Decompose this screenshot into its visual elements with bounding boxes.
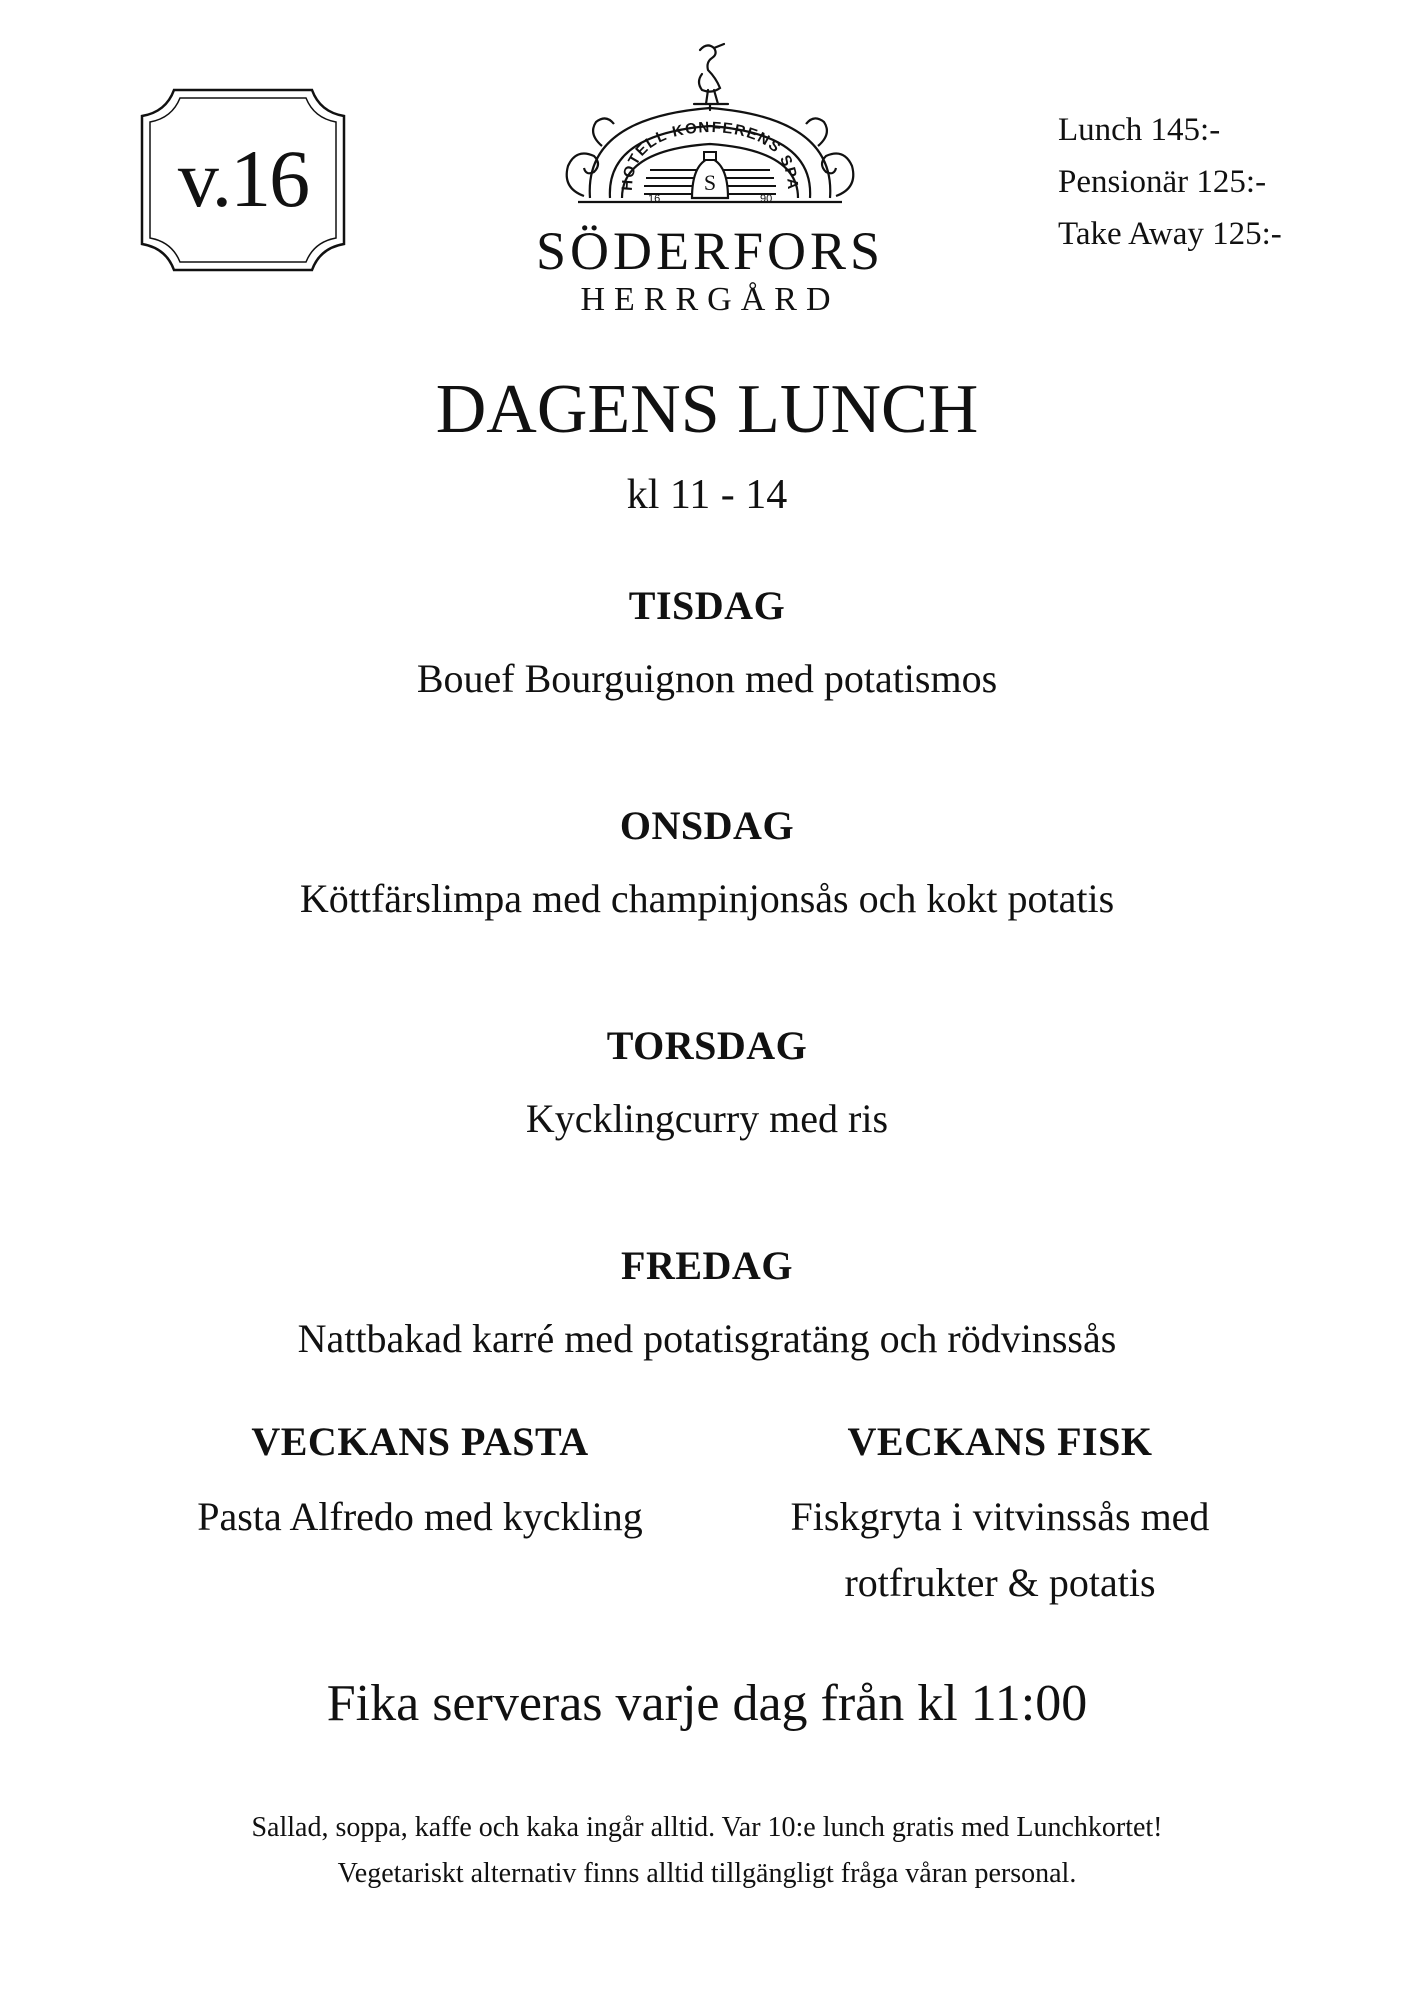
lunch-hours: kl 11 - 14: [626, 472, 788, 518]
hotel-logo: [532, 38, 888, 330]
logo-year-right: 90: [760, 193, 773, 205]
week-badge: [134, 82, 352, 278]
price-list: [1058, 104, 1388, 260]
weekly-fish-label: VECKANS FISK: [847, 1419, 1153, 1464]
logo-year-left: 16: [648, 193, 661, 205]
logo-subtitle: HERRGÅRD: [580, 281, 840, 318]
bell-icon: [692, 152, 728, 198]
crane-bird-icon: [694, 44, 728, 110]
dish-wednesday: Köttfärslimpa med champinjonsås och kokt potatis: [299, 876, 1115, 921]
logo-arc-text: HOTELL KONFERENS SPA: [618, 118, 802, 192]
weekly-fish-dish-line1: Fiskgryta i vitvinssås med: [790, 1494, 1210, 1539]
weekly-fish: [700, 1418, 1300, 1616]
bell-letter: S: [703, 170, 717, 195]
footer-line-2: Vegetariskt alternativ finns alltid tillgängligt fråga våran personal.: [337, 1858, 1077, 1889]
price-pensioner: Pensionär 125:-: [1058, 164, 1267, 200]
logo-emblem-icon: [532, 38, 888, 228]
dish-friday: Nattbakad karré med potatisgratäng och rödvinssås: [297, 1316, 1117, 1361]
week-number: v.16: [177, 133, 309, 224]
weekly-pasta-label: VECKANS PASTA: [251, 1419, 589, 1464]
day-heading-thursday: TORSDAG: [606, 1023, 808, 1068]
footer-line-1: Sallad, soppa, kaffe och kaka ingår alltid. Var 10:e lunch gratis med Lunchkortet!: [251, 1812, 1163, 1843]
logo-name: SÖDERFORS: [535, 221, 885, 281]
price-lunch: Lunch 145:-: [1058, 112, 1221, 148]
weekly-pasta: [120, 1418, 720, 1550]
day-heading-tuesday: TISDAG: [628, 583, 786, 628]
fika-notice: Fika serveras varje dag från kl 11:00: [326, 1675, 1088, 1732]
page-title: DAGENS LUNCH: [435, 371, 979, 448]
day-heading-wednesday: ONSDAG: [619, 803, 795, 848]
weekly-fish-dish-line2: rotfrukter & potatis: [844, 1560, 1156, 1605]
price-takeaway: Take Away 125:-: [1058, 216, 1282, 252]
weekly-pasta-dish: Pasta Alfredo med kyckling: [197, 1494, 643, 1539]
day-heading-friday: FREDAG: [621, 1243, 793, 1288]
dish-thursday: Kycklingcurry med ris: [525, 1096, 889, 1141]
dish-tuesday: Bouef Bourguignon med potatismos: [416, 656, 998, 701]
